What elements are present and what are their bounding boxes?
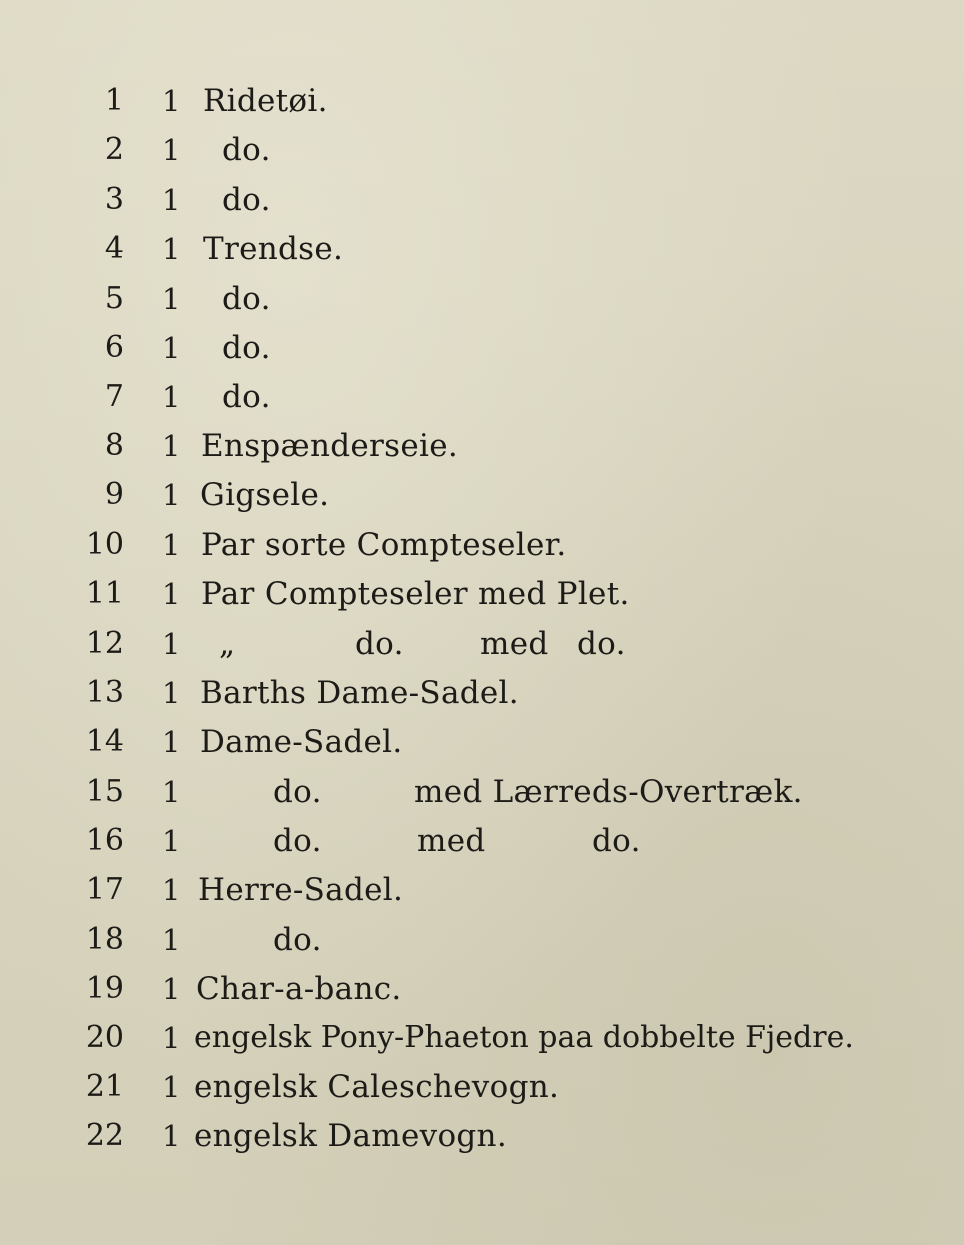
item-number: 12 <box>85 626 124 661</box>
item-quantity: 1 <box>162 725 181 759</box>
list-item <box>0 1116 964 1156</box>
item-number: 1 <box>104 83 124 118</box>
item-quantity: 1 <box>162 133 181 167</box>
ditto-mark: „ <box>219 626 236 662</box>
item-number: 21 <box>85 1069 124 1104</box>
list-item <box>0 426 964 466</box>
list-item <box>0 81 964 121</box>
item-description: Par sorte Compteseler. <box>201 527 567 563</box>
list-item <box>0 229 964 269</box>
item-number: 2 <box>104 132 124 167</box>
item-description: engelsk Damevogn. <box>194 1118 507 1154</box>
list-item <box>0 673 964 713</box>
item-number: 19 <box>85 971 124 1006</box>
item-number: 14 <box>85 724 124 759</box>
item-description: do. <box>222 182 271 218</box>
item-number: 17 <box>85 872 124 907</box>
item-description: Enspænderseie. <box>201 428 459 464</box>
item-number: 18 <box>85 922 124 957</box>
item-quantity: 1 <box>162 380 181 414</box>
item-quantity: 1 <box>162 923 181 957</box>
item-description: engelsk Pony-Phaeton paa dobbelte Fjedre. <box>194 1020 854 1055</box>
item-description: Ridetøi. <box>203 83 328 119</box>
item-description: Trendse. <box>203 231 344 267</box>
item-description: do. <box>222 379 271 415</box>
list-item <box>0 821 964 861</box>
item-quantity: 1 <box>162 824 181 858</box>
item-description: med <box>417 823 486 859</box>
item-description: do. <box>222 330 271 366</box>
item-quantity: 1 <box>162 1021 181 1055</box>
item-quantity: 1 <box>162 282 181 316</box>
list-item <box>0 1018 964 1058</box>
item-quantity: 1 <box>162 972 181 1006</box>
item-quantity: 1 <box>162 577 181 611</box>
item-description: Herre-Sadel. <box>198 872 404 908</box>
item-description: do. <box>355 626 404 662</box>
item-number: 10 <box>85 527 124 562</box>
item-number: 5 <box>104 281 124 316</box>
item-description: do. <box>222 132 271 168</box>
list-item <box>0 525 964 565</box>
item-description: med Lærreds-Overtræk. <box>414 774 803 810</box>
item-quantity: 1 <box>162 429 181 463</box>
list-item <box>0 328 964 368</box>
list-item <box>0 377 964 417</box>
list-item <box>0 475 964 515</box>
item-quantity: 1 <box>162 331 181 365</box>
list-item <box>0 130 964 170</box>
item-number: 15 <box>85 774 124 809</box>
item-description: do. <box>273 774 322 810</box>
item-description: do. <box>592 823 641 859</box>
item-description: Char-a-banc. <box>196 971 402 1007</box>
item-description: engelsk Caleschevogn. <box>194 1069 560 1105</box>
item-description: med <box>480 626 549 662</box>
item-description: do. <box>273 823 322 859</box>
item-quantity: 1 <box>162 84 181 118</box>
item-description: Gigsele. <box>200 477 330 513</box>
item-number: 3 <box>104 182 124 217</box>
item-quantity: 1 <box>162 478 181 512</box>
item-quantity: 1 <box>162 676 181 710</box>
item-quantity: 1 <box>162 232 181 266</box>
list-item <box>0 624 964 664</box>
item-description: Dame-Sadel. <box>200 724 403 760</box>
list-item <box>0 279 964 319</box>
list-item <box>0 920 964 960</box>
item-number: 7 <box>104 379 124 414</box>
item-quantity: 1 <box>162 528 181 562</box>
list-item <box>0 180 964 220</box>
item-description: do. <box>577 626 626 662</box>
item-quantity: 1 <box>162 627 181 661</box>
list-item <box>0 772 964 812</box>
item-number: 8 <box>104 428 124 463</box>
item-description: Par Compteseler med Plet. <box>201 576 630 612</box>
item-number: 6 <box>104 330 124 365</box>
list-item <box>0 722 964 762</box>
item-quantity: 1 <box>162 1119 181 1153</box>
item-quantity: 1 <box>162 1070 181 1104</box>
item-number: 22 <box>85 1118 124 1153</box>
item-quantity: 1 <box>162 183 181 217</box>
item-number: 16 <box>85 823 124 858</box>
item-description: Barths Dame-Sadel. <box>200 675 519 711</box>
item-description: do. <box>222 281 271 317</box>
item-number: 13 <box>85 675 124 710</box>
item-number: 4 <box>104 231 124 266</box>
list-item <box>0 969 964 1009</box>
item-description: do. <box>273 922 322 958</box>
item-quantity: 1 <box>162 775 181 809</box>
item-number: 11 <box>85 576 124 611</box>
item-number: 9 <box>104 477 124 512</box>
list-item <box>0 870 964 910</box>
list-item <box>0 574 964 614</box>
item-number: 20 <box>85 1020 124 1055</box>
list-item <box>0 1067 964 1107</box>
item-quantity: 1 <box>162 873 181 907</box>
